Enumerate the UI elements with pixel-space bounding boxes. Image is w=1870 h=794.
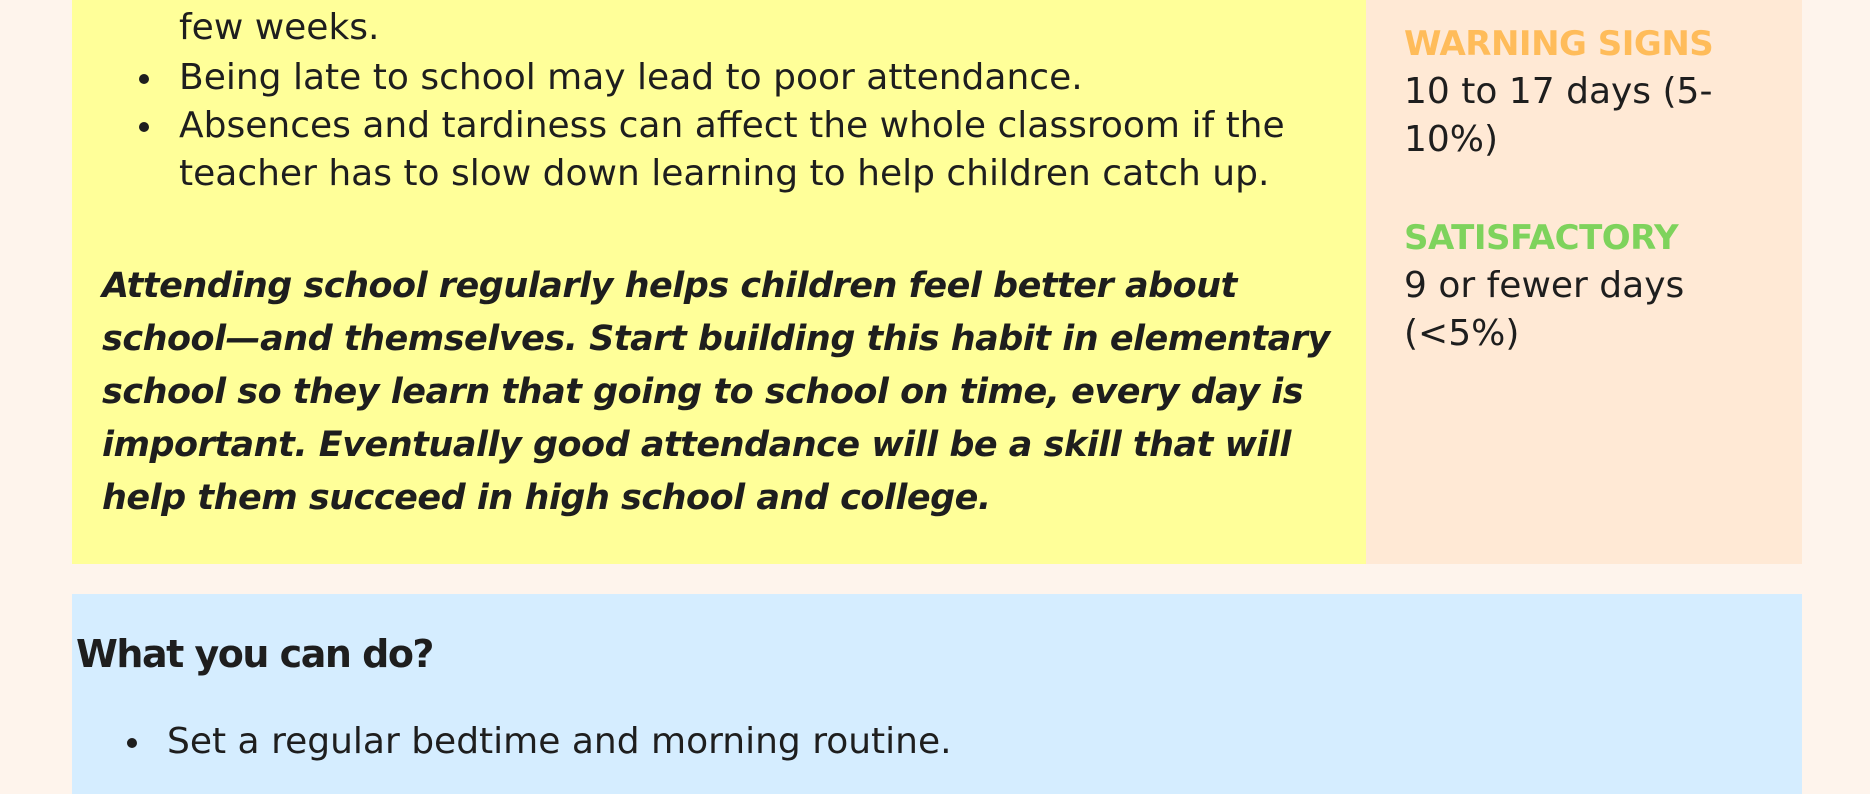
warning-signs-value: 10 to 17 days (5-10%)	[1404, 71, 1713, 160]
attendance-info-panel	[72, 0, 1366, 564]
list-item: Set a regular bedtime and morning routine.	[72, 718, 952, 766]
satisfactory-value: 9 or fewer days (<5%)	[1404, 265, 1685, 354]
warning-signs-heading: WARNING SIGNS	[1404, 24, 1714, 64]
attendance-bullet-list	[72, 54, 1332, 198]
action-bullet-list	[72, 718, 952, 766]
section-title: What you can do?	[76, 632, 433, 676]
emphasis-paragraph: Attending school regularly helps children feel better about school—and themselves. Start building this habit in elementary school so they learn that going to school on time, every day is important. Eventually good attendance will be a skill that will help them succeed in high school and college.	[102, 266, 1330, 518]
list-item: Absences and tardiness can affect the whole classroom if the teacher has to slow down learning to help children catch up.	[72, 102, 1332, 198]
list-item: Being late to school may lead to poor attendance.	[72, 54, 1332, 102]
satisfactory-heading: SATISFACTORY	[1404, 218, 1679, 258]
attendance-levels-panel	[1366, 0, 1802, 564]
what-you-can-do-panel	[72, 594, 1802, 794]
continued-text-line: few weeks.	[179, 7, 380, 48]
